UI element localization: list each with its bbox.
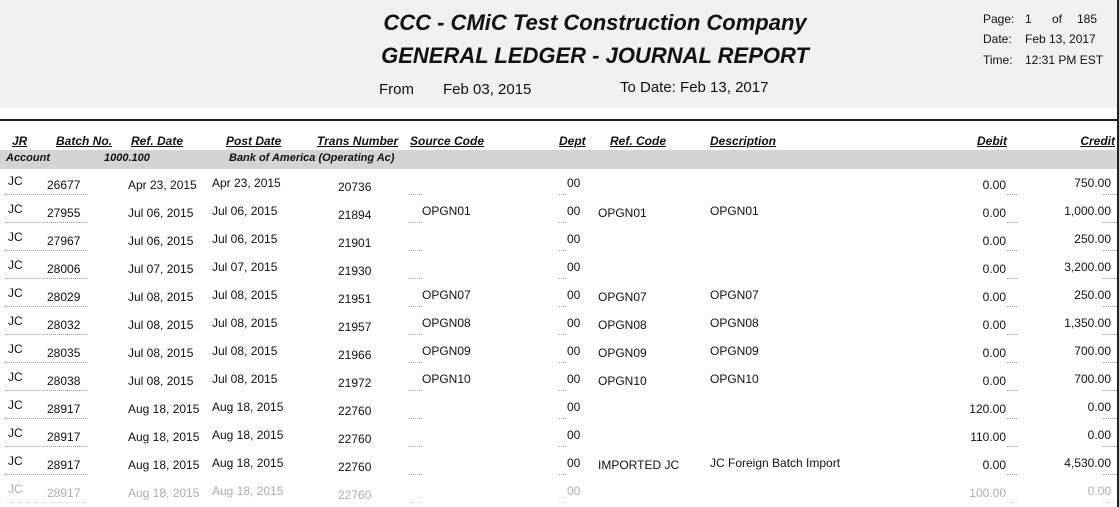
cell-credit: 250.00	[1074, 288, 1111, 302]
row-leader-dots	[39, 221, 88, 223]
col-header-description: Description	[710, 134, 777, 148]
cell-ref-date: Apr 23, 2015	[128, 178, 197, 192]
row-leader-dots	[559, 361, 566, 363]
cell-debit: 0.00	[982, 318, 1006, 332]
row-leader-dots	[1103, 221, 1117, 223]
row-leader-dots	[5, 277, 38, 279]
cell-credit: 0.00	[1087, 428, 1111, 442]
cell-debit: 0.00	[982, 234, 1006, 248]
row-leader-dots	[1103, 473, 1117, 475]
row-leader-dots	[559, 473, 566, 475]
cell-dept: 00	[567, 288, 581, 302]
account-label: Account	[6, 152, 50, 164]
row-leader-dots	[409, 333, 422, 335]
row-leader-dots	[1103, 333, 1117, 335]
cell-post-date: Apr 23, 2015	[212, 176, 281, 190]
col-header-trans-number: Trans Number	[317, 134, 399, 148]
cell-debit: 0.00	[982, 458, 1006, 472]
cell-post-date: Aug 18, 2015	[212, 484, 284, 498]
date-label: Date:	[983, 32, 1012, 46]
row-leader-dots	[39, 501, 88, 503]
row-leader-dots	[5, 501, 38, 503]
row-leader-dots	[1007, 221, 1017, 223]
cell-jr: JC	[8, 482, 23, 496]
cell-ref-date: Aug 18, 2015	[128, 402, 200, 416]
cell-source: OPGN07	[422, 288, 471, 302]
cell-debit: 110.00	[970, 430, 1006, 444]
col-header-debit: Debit	[977, 134, 1007, 148]
cell-jr: JC	[8, 174, 23, 188]
row-leader-dots	[559, 501, 566, 503]
cell-jr: JC	[8, 230, 23, 244]
row-leader-dots	[39, 277, 88, 279]
cell-ref-code: IMPORTED JC	[598, 458, 680, 472]
cell-batch: 26677	[47, 178, 81, 192]
time-value: 12:31 PM EST	[1025, 53, 1104, 67]
cell-debit: 0.00	[982, 346, 1006, 360]
page-of-label: of	[1052, 12, 1063, 26]
row-leader-dots	[1007, 277, 1017, 279]
page-label: Page:	[983, 12, 1015, 26]
cell-jr: JC	[8, 286, 23, 300]
cell-jr: JC	[8, 370, 23, 384]
row-leader-dots	[1103, 389, 1117, 391]
cell-ref-date: Jul 06, 2015	[128, 206, 194, 220]
cell-trans: 22760	[338, 404, 372, 418]
cell-dept: 00	[567, 176, 581, 190]
row-leader-dots	[559, 389, 566, 391]
row-leader-dots	[5, 305, 38, 307]
cell-trans: 22760	[338, 432, 372, 446]
cell-dept: 00	[567, 344, 581, 358]
cell-credit: 700.00	[1074, 344, 1111, 358]
cell-jr: JC	[8, 454, 23, 468]
row-leader-dots	[39, 361, 88, 363]
report-header	[0, 0, 1119, 108]
row-leader-dots	[1007, 389, 1017, 391]
cell-post-date: Jul 06, 2015	[212, 232, 278, 246]
row-leader-dots	[409, 305, 422, 307]
cell-credit: 250.00	[1074, 232, 1111, 246]
cell-trans: 21951	[338, 292, 372, 306]
cell-dept: 00	[567, 260, 581, 274]
cell-dept: 00	[567, 456, 581, 470]
cell-batch: 28917	[47, 430, 81, 444]
row-leader-dots	[559, 249, 566, 251]
row-leader-dots	[559, 417, 566, 419]
cell-trans: 21930	[338, 264, 372, 278]
row-leader-dots	[1007, 417, 1017, 419]
row-leader-dots	[559, 333, 566, 335]
account-name: Bank of America (Operating Ac)	[229, 152, 395, 164]
cell-source: OPGN10	[422, 372, 471, 386]
row-leader-dots	[1103, 417, 1117, 419]
company-name: CCC - CMiC Test Construction Company	[383, 10, 807, 35]
cell-post-date: Jul 06, 2015	[212, 204, 278, 218]
row-leader-dots	[5, 193, 38, 195]
row-leader-dots	[1007, 445, 1017, 447]
cell-ref-date: Jul 08, 2015	[128, 346, 194, 360]
cell-post-date: Aug 18, 2015	[212, 400, 284, 414]
row-leader-dots	[39, 445, 88, 447]
cell-credit: 750.00	[1074, 176, 1111, 190]
cell-jr: JC	[8, 314, 23, 328]
cell-ref-date: Jul 06, 2015	[128, 234, 194, 248]
cell-description: JC Foreign Batch Import	[710, 456, 841, 470]
cell-ref-code: OPGN09	[598, 346, 647, 360]
page-total: 185	[1077, 12, 1098, 26]
cell-dept: 00	[567, 484, 581, 498]
cell-trans: 21957	[338, 320, 372, 334]
cell-ref-date: Jul 08, 2015	[128, 290, 194, 304]
date-value: Feb 13, 2017	[1025, 32, 1096, 46]
cell-dept: 00	[567, 232, 581, 246]
from-label: From	[379, 81, 414, 98]
cell-batch: 28038	[47, 374, 81, 388]
row-leader-dots	[409, 501, 422, 503]
row-leader-dots	[409, 361, 422, 363]
cell-debit: 100.00	[969, 486, 1006, 500]
cell-ref-code: OPGN10	[598, 374, 647, 388]
row-leader-dots	[1007, 305, 1017, 307]
col-header-post-date: Post Date	[226, 134, 282, 148]
cell-credit: 4,530.00	[1064, 456, 1111, 470]
cell-dept: 00	[567, 428, 581, 442]
cell-batch: 27967	[47, 234, 81, 248]
row-leader-dots	[39, 473, 88, 475]
cell-dept: 00	[567, 204, 581, 218]
row-leader-dots	[559, 445, 566, 447]
row-leader-dots	[39, 249, 88, 251]
cell-post-date: Jul 08, 2015	[212, 372, 278, 386]
row-leader-dots	[1007, 249, 1017, 251]
cell-batch: 28917	[47, 458, 81, 472]
cell-credit: 0.00	[1087, 400, 1111, 414]
row-leader-dots	[5, 221, 38, 223]
row-leader-dots	[5, 445, 38, 447]
row-leader-dots	[39, 193, 88, 195]
cell-dept: 00	[567, 400, 581, 414]
row-leader-dots	[559, 221, 566, 223]
col-header-ref-date: Ref. Date	[131, 134, 184, 148]
cell-trans: 21894	[338, 208, 372, 222]
cell-ref-code: OPGN01	[598, 206, 647, 220]
cell-batch: 28029	[47, 290, 81, 304]
row-leader-dots	[409, 473, 422, 475]
row-leader-dots	[5, 417, 38, 419]
cell-debit: 120.00	[969, 402, 1006, 416]
cell-batch: 28917	[47, 402, 81, 416]
row-leader-dots	[1103, 305, 1117, 307]
row-leader-dots	[1103, 249, 1117, 251]
cell-batch: 28035	[47, 346, 81, 360]
cell-trans: 22760	[338, 488, 372, 502]
cell-trans: 21901	[338, 236, 372, 250]
cell-ref-date: Jul 08, 2015	[128, 374, 194, 388]
cell-credit: 700.00	[1074, 372, 1111, 386]
cell-description: OPGN09	[710, 344, 759, 358]
cell-batch: 28917	[47, 486, 81, 500]
cell-source: OPGN09	[422, 344, 471, 358]
cell-post-date: Jul 08, 2015	[212, 344, 278, 358]
row-leader-dots	[1007, 473, 1017, 475]
report-title: GENERAL LEDGER - JOURNAL REPORT	[381, 43, 809, 68]
cell-trans: 22760	[338, 460, 372, 474]
cell-ref-date: Jul 07, 2015	[128, 262, 194, 276]
row-leader-dots	[409, 389, 422, 391]
cell-dept: 00	[567, 372, 581, 386]
row-leader-dots	[1103, 501, 1117, 503]
row-leader-dots	[1103, 193, 1117, 195]
row-leader-dots	[1103, 361, 1117, 363]
cell-credit: 1,000.00	[1064, 204, 1111, 218]
cell-source: OPGN01	[422, 204, 471, 218]
cell-batch: 28006	[47, 262, 81, 276]
row-leader-dots	[409, 249, 422, 251]
cell-jr: JC	[8, 398, 23, 412]
row-leader-dots	[559, 277, 566, 279]
col-header-source-code: Source Code	[410, 134, 485, 148]
time-label: Time:	[983, 53, 1013, 67]
col-header-batch: Batch No.	[56, 134, 113, 148]
cell-debit: 0.00	[982, 262, 1006, 276]
row-leader-dots	[1007, 193, 1017, 195]
cell-ref-date: Aug 18, 2015	[128, 430, 200, 444]
account-number: 1000.100	[104, 152, 150, 164]
cell-description: OPGN07	[710, 288, 759, 302]
row-leader-dots	[1103, 445, 1117, 447]
cell-batch: 28032	[47, 318, 81, 332]
cell-trans: 21966	[338, 348, 372, 362]
cell-description: OPGN01	[710, 204, 759, 218]
cell-credit: 3,200.00	[1064, 260, 1111, 274]
row-leader-dots	[1007, 333, 1017, 335]
row-leader-dots	[5, 389, 38, 391]
row-leader-dots	[409, 221, 422, 223]
cell-trans: 20736	[338, 180, 372, 194]
cell-jr: JC	[8, 342, 23, 356]
row-leader-dots	[39, 389, 88, 391]
row-leader-dots	[409, 277, 422, 279]
from-date: Feb 03, 2015	[443, 81, 532, 98]
cell-ref-code: OPGN08	[598, 318, 647, 332]
cell-post-date: Aug 18, 2015	[212, 428, 284, 442]
row-leader-dots	[409, 445, 422, 447]
cell-batch: 27955	[47, 206, 81, 220]
cell-debit: 0.00	[982, 206, 1006, 220]
row-leader-dots	[5, 333, 38, 335]
header-divider	[0, 119, 1119, 121]
row-leader-dots	[39, 417, 88, 419]
cell-source: OPGN08	[422, 316, 471, 330]
to-date: To Date: Feb 13, 2017	[620, 79, 769, 96]
cell-credit: 1,350.00	[1064, 316, 1111, 330]
col-header-jr: JR	[12, 134, 28, 148]
row-leader-dots	[1007, 361, 1017, 363]
row-leader-dots	[409, 417, 422, 419]
cell-dept: 00	[567, 316, 581, 330]
row-leader-dots	[39, 305, 88, 307]
row-leader-dots	[1007, 501, 1017, 503]
row-leader-dots	[5, 361, 38, 363]
page-number: 1	[1025, 12, 1032, 26]
row-leader-dots	[5, 249, 38, 251]
cell-credit: 0.00	[1087, 484, 1111, 498]
cell-debit: 0.00	[982, 178, 1006, 192]
cell-trans: 21972	[338, 376, 372, 390]
cell-jr: JC	[8, 258, 23, 272]
cell-post-date: Jul 08, 2015	[212, 316, 278, 330]
row-leader-dots	[1103, 277, 1117, 279]
row-leader-dots	[5, 473, 38, 475]
cell-post-date: Aug 18, 2015	[212, 456, 284, 470]
col-header-dept: Dept	[559, 134, 586, 148]
cell-post-date: Jul 08, 2015	[212, 288, 278, 302]
cell-post-date: Jul 07, 2015	[212, 260, 278, 274]
cell-ref-code: OPGN07	[598, 290, 647, 304]
row-leader-dots	[559, 193, 566, 195]
cell-ref-date: Aug 18, 2015	[128, 486, 200, 500]
col-header-credit: Credit	[1080, 134, 1115, 148]
account-band	[0, 150, 1117, 169]
cell-debit: 0.00	[982, 374, 1006, 388]
cell-jr: JC	[8, 202, 23, 216]
col-header-ref-code: Ref. Code	[610, 134, 667, 148]
cell-ref-date: Aug 18, 2015	[128, 458, 200, 472]
cell-description: OPGN10	[710, 372, 759, 386]
row-leader-dots	[409, 193, 422, 195]
cell-jr: JC	[8, 426, 23, 440]
cell-description: OPGN08	[710, 316, 759, 330]
cell-debit: 0.00	[982, 290, 1006, 304]
row-leader-dots	[39, 333, 88, 335]
cell-ref-date: Jul 08, 2015	[128, 318, 194, 332]
row-leader-dots	[559, 305, 566, 307]
